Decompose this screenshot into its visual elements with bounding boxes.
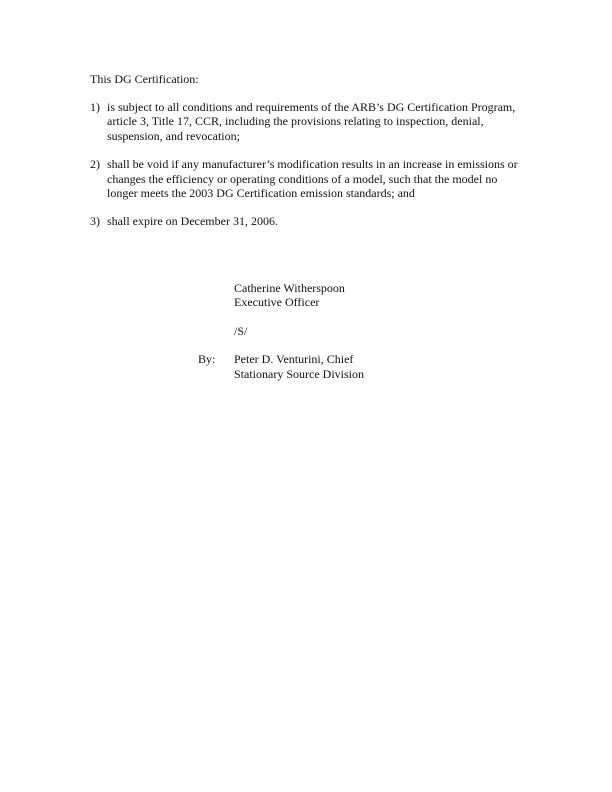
list-item-number: 1) — [90, 100, 100, 114]
intro-text: This DG Certification: — [90, 72, 199, 86]
list-item-text-line: article 3, Title 17, CCR, including the provisions relating to inspection, denial, — [107, 114, 484, 129]
signature-block — [198, 281, 364, 381]
list-item-number: 2) — [90, 157, 100, 172]
by-row — [198, 352, 364, 381]
list-item — [90, 100, 540, 143]
list-item-text-line: shall expire on December 31, 2006. — [107, 214, 278, 229]
list-item — [90, 157, 540, 200]
conditions-list — [90, 100, 540, 243]
by-label: By: — [198, 352, 216, 367]
list-item-text-line: changes the efficiency or operating conditions of a model, such that the model no — [107, 171, 498, 186]
list-item-text-line: shall be void if any manufacturer’s modification results in an increase in emissions or — [107, 157, 518, 172]
signature-mark: /S/ — [234, 323, 248, 338]
list-item-text-line: suspension, and revocation; — [107, 128, 240, 143]
list-item-text-line: longer meets the 2003 DG Certification emission standards; and — [107, 186, 415, 201]
list-item-number: 3) — [90, 214, 100, 229]
signatory-name: Catherine Witherspoon — [234, 281, 345, 295]
signatory-title: Executive Officer — [234, 295, 320, 310]
signer-division: Stationary Source Division — [234, 366, 364, 381]
list-item — [90, 214, 540, 228]
list-item-text-line: is subject to all conditions and requirements of the ARB’s DG Certification Program, — [107, 100, 516, 114]
signer-name: Peter D. Venturini, Chief — [234, 352, 354, 367]
